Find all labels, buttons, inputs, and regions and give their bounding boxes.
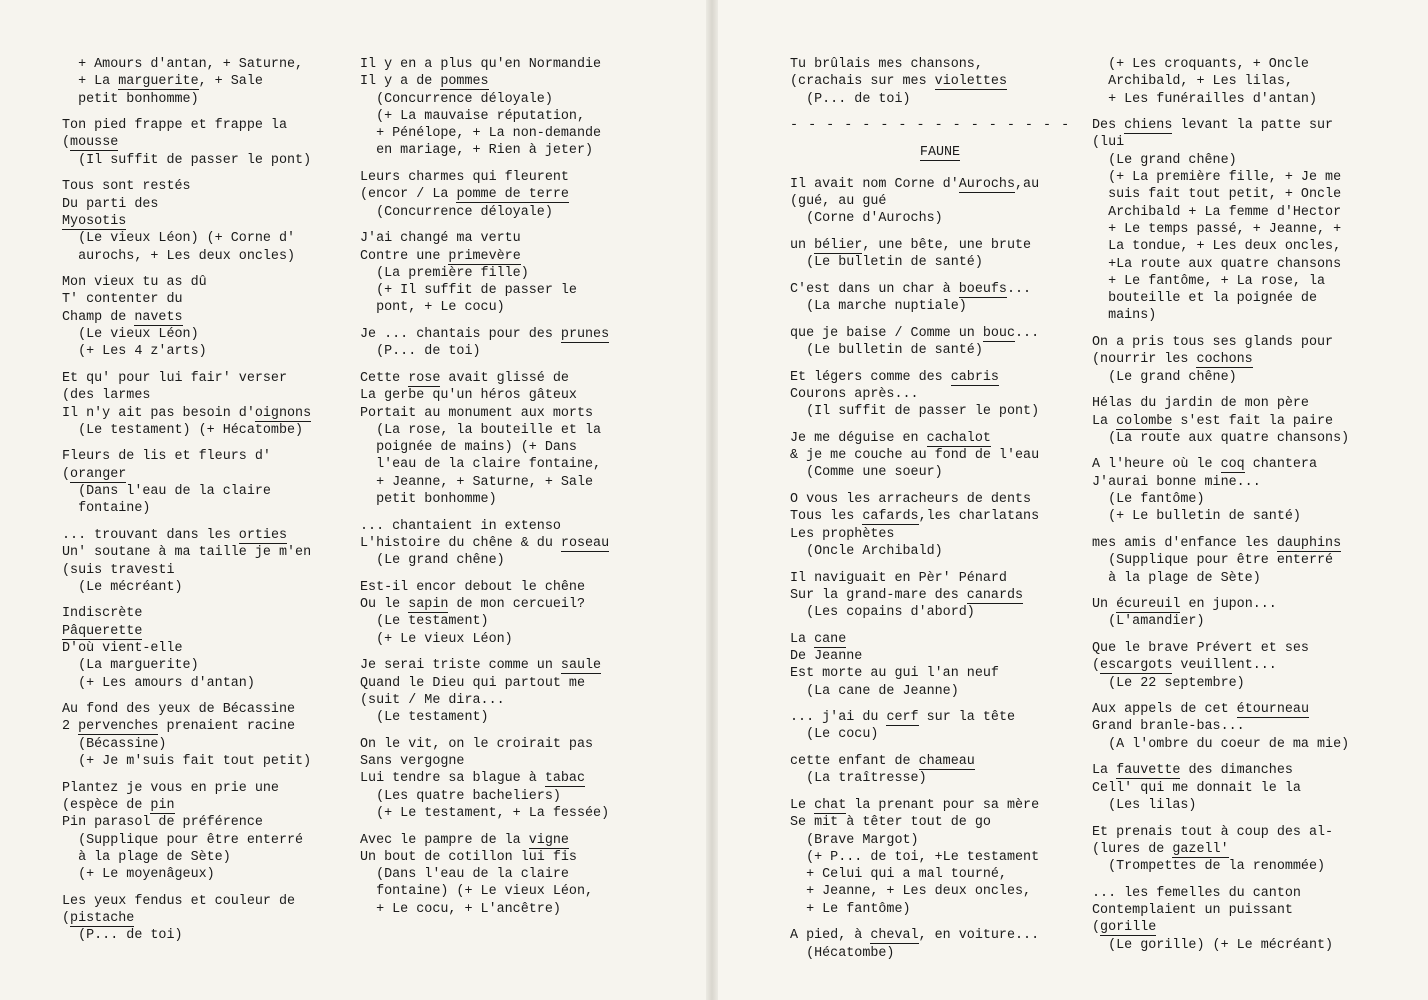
index-entry: [790, 753, 1090, 788]
index-entry: [790, 797, 1090, 918]
entry-line: Est morte au gui l'an neuf: [790, 666, 999, 682]
entry-line: Et légers comme des cabris: [790, 369, 999, 385]
index-entry: [360, 736, 660, 822]
entry-line: [62, 623, 357, 640]
entry-line: A l'heure où le coq chantera: [1092, 457, 1318, 473]
keyword-underlined: canards: [966, 587, 1024, 603]
entry-line: Archibald, + Les lilas,: [1092, 74, 1293, 90]
entry-line: (Le vieux Léon): [62, 327, 199, 343]
entry-line: (La marguerite): [62, 658, 199, 674]
entry-line: Il y a de pommes: [360, 74, 489, 90]
keyword-underlined: fauvette: [1116, 763, 1181, 779]
index-entry: [1092, 885, 1392, 954]
keyword-underlined: cane: [814, 631, 847, 647]
entry-line: petit bonhomme): [62, 91, 199, 107]
entry-line: + La marguerite, + Sale: [62, 74, 263, 90]
entry-line: + Le cocu, + L'ancêtre): [360, 901, 561, 917]
index-entry: [790, 570, 1090, 622]
entry-line: Et qu' pour lui fair' verser: [62, 370, 287, 386]
keyword-underlined: gazell': [1172, 841, 1229, 857]
entry-line: On a pris tous ses glands pour: [1092, 335, 1334, 351]
index-entry: [1092, 824, 1392, 876]
entry-line: J'aurai bonne mine...: [1092, 474, 1261, 490]
entry-line: (+ P... de toi, +Le testament: [790, 849, 1040, 865]
entry-line: (+ Les croquants, + Oncle: [1092, 57, 1309, 72]
index-entry: [1092, 395, 1392, 447]
entry-line: De Jeanne: [790, 648, 863, 664]
entry-line: O vous les arracheurs de dents: [790, 492, 1032, 508]
entry-line: (Il suffit de passer le pont): [790, 404, 1040, 420]
entry-line: Courons après...: [790, 386, 919, 402]
keyword-underlined: gorille: [1100, 920, 1157, 936]
entry-line: Hélas du jardin de mon père: [1092, 396, 1309, 412]
entry-line: (gué, au gué: [790, 194, 887, 210]
keyword-underlined: Myosotis: [62, 213, 127, 229]
entry-line: (lui: [1092, 135, 1125, 151]
keyword-underlined: cabris: [950, 369, 999, 385]
entry-line: (La cane de Jeanne): [790, 683, 959, 699]
entry-line: (Supplique pour être enterré: [1092, 553, 1334, 569]
keyword-underlined: étourneau: [1236, 702, 1309, 718]
book-gutter: [706, 0, 718, 1000]
keyword-underlined: escargots: [1100, 658, 1173, 674]
entry-line: + Pénélope, + La non-demande: [360, 126, 602, 142]
entry-line: (+ Les 4 z'arts): [62, 344, 207, 360]
entry-line: (Concurrence déloyale): [360, 91, 553, 107]
entry-line: Fleurs de lis et fleurs d': [62, 449, 271, 465]
entry-line: ... j'ai du cerf sur la tête: [790, 710, 1016, 726]
index-entry: [1092, 762, 1392, 814]
column-3-entries: [790, 176, 1090, 962]
index-entry: [62, 117, 357, 169]
entry-line: T' contenter du: [62, 292, 183, 308]
index-entry: [790, 281, 1090, 316]
entry-line: 2 pervenches prenaient racine: [62, 719, 296, 735]
entry-line: (Le grand chêne): [360, 553, 505, 569]
entry-line: pont, + Le cocu): [360, 300, 505, 316]
entry-line: La gerbe qu'un héros gâteux: [360, 388, 577, 404]
entry-line: (Le bulletin de santé): [790, 255, 983, 271]
entry-line: fontaine) (+ Le vieux Léon,: [360, 884, 594, 900]
entry-line: l'eau de la claire fontaine,: [360, 457, 602, 473]
column-3-top: [790, 56, 1090, 108]
entry-line: (Corne d'Aurochs): [790, 211, 943, 227]
entry-line: Je me déguise en cachalot: [790, 430, 991, 446]
entry-line: Mon vieux tu as dû: [62, 275, 207, 291]
index-entry: [790, 237, 1090, 272]
entry-line: Du parti des: [62, 196, 159, 212]
keyword-underlined: marguerite: [118, 74, 199, 90]
entry-line: Grand branle-bas...: [1092, 719, 1245, 735]
entry-line: fontaine): [62, 501, 151, 517]
entry-line: Champ de navets: [62, 309, 183, 325]
keyword-underlined: bouc: [982, 325, 1016, 341]
entry-line: ... trouvant dans les orties: [62, 527, 288, 543]
index-entry: [62, 701, 357, 770]
keyword-underlined: écureuil: [1116, 597, 1181, 613]
keyword-underlined: pin: [150, 797, 175, 813]
index-entry: [790, 927, 1090, 962]
index-entry: [790, 430, 1090, 482]
entry-line: & je me couche au fond de l'eau: [790, 448, 1040, 464]
keyword-underlined: cafards: [862, 509, 919, 525]
entry-line: que je baise / Comme un bouc...: [790, 325, 1040, 341]
keyword-underlined: orties: [238, 527, 288, 543]
entry-line: Les yeux fendus et couleur de: [62, 893, 296, 909]
keyword-underlined: dauphins: [1276, 535, 1342, 551]
entry-line: +La route aux quatre chansons: [1092, 256, 1342, 272]
entry-line: Il naviguait en Pèr' Pénard: [790, 570, 1007, 586]
entry-line: Un bout de cotillon lui fis: [360, 849, 577, 865]
entry-line: (Concurrence déloyale): [360, 204, 553, 220]
index-entry: [360, 370, 660, 508]
entry-line: Que le brave Prévert et ses: [1092, 640, 1309, 656]
keyword-underlined: cerf: [886, 710, 919, 726]
entry-line: mains): [1092, 308, 1157, 324]
keyword-underlined: prunes: [560, 327, 610, 343]
entry-line: Avec le pampre de la vigne: [360, 832, 569, 848]
keyword-underlined: rose: [408, 370, 441, 386]
entry-line: Il n'y ait pas besoin d'oignons: [62, 405, 312, 421]
entry-line: A pied, à cheval, en voiture...: [790, 928, 1040, 944]
keyword-underlined: pistache: [70, 911, 135, 927]
entry-line: + Jeanne, + Les deux oncles,: [790, 884, 1032, 900]
entry-line: bouteille et la poignée de: [1092, 291, 1317, 307]
entry-line: La colombe s'est fait la paire: [1092, 413, 1334, 429]
entry-line: petit bonhomme): [360, 492, 497, 508]
keyword-underlined: chiens: [1124, 118, 1173, 134]
entry-line: Au fond des yeux de Bécassine: [62, 702, 296, 718]
entry-line: Tous sont restés: [62, 179, 191, 195]
entry-line: (Le gorille) (+ Le mécréant): [1092, 937, 1334, 953]
column-1: [62, 56, 357, 954]
entry-line: (Le bulletin de santé): [790, 343, 983, 359]
index-entry: [360, 832, 660, 918]
entry-line: Ton pied frappe et frappe la: [62, 118, 287, 134]
keyword-underlined: sapin: [408, 597, 449, 613]
entry-line: (Dans l'eau de la claire: [360, 867, 569, 883]
keyword-underlined: Aurochs: [958, 176, 1015, 192]
entry-line: (lures de gazell': [1092, 841, 1229, 857]
entry-line: (espèce de pin: [62, 797, 175, 813]
index-entry: [62, 370, 357, 439]
entry-line: (A l'ombre du coeur de ma mie): [1092, 736, 1350, 752]
keyword-underlined: navets: [134, 309, 183, 325]
index-entry: [1092, 56, 1392, 108]
entry-line: (Les copains d'abord): [790, 605, 975, 621]
entry-line: On le vit, on le croirait pas: [360, 736, 594, 752]
entry-line: (Le testament) (+ Hécatombe): [62, 422, 304, 438]
entry-line: Il avait nom Corne d'Aurochs,au: [790, 176, 1040, 192]
index-entry: [62, 527, 357, 596]
entry-line: Leurs charmes qui fleurent: [360, 170, 569, 186]
entry-line: Des chiens levant la patte sur: [1092, 118, 1334, 134]
entry-line: (+ Le bulletin de santé): [1092, 509, 1301, 525]
index-entry: [360, 518, 660, 570]
entry-line: La tondue, + Les deux oncles,: [1092, 239, 1342, 255]
index-entry: [1092, 334, 1392, 386]
entry-line: (Les quatre bacheliers): [360, 788, 561, 804]
entry-line: Il y en a plus qu'en Normandie: [360, 57, 602, 72]
entry-line: + Le fantôme): [790, 901, 911, 917]
entry-line: (gorille: [1092, 920, 1157, 936]
index-entry: [360, 230, 660, 316]
entry-line: ... chantaient in extenso: [360, 518, 561, 534]
index-entry: [1092, 535, 1392, 587]
keyword-underlined: tabac: [544, 771, 586, 787]
entry-line: + Le temps passé, + Jeanne, +: [1092, 221, 1342, 237]
index-entry: [62, 178, 357, 264]
entry-line: (Brave Margot): [790, 832, 919, 848]
keyword-underlined: boeufs: [958, 281, 1007, 297]
keyword-underlined: roseau: [560, 535, 610, 551]
entry-line: Tu brûlais mes chansons,: [790, 57, 983, 72]
column-3: [790, 56, 1090, 971]
entry-line: (Dans l'eau de la claire: [62, 484, 271, 500]
entry-line: (suit / Me dira...: [360, 692, 505, 708]
entry-line: suis fait tout petit, + Oncle: [1092, 187, 1342, 203]
entry-line: (escargots veuillent...: [1092, 658, 1277, 674]
index-entry: [1092, 701, 1392, 753]
index-entry: [790, 631, 1090, 700]
keyword-underlined: vigne: [528, 832, 569, 848]
entry-line: en mariage, + Rien à jeter): [360, 143, 594, 159]
entry-line: (Le testament): [360, 614, 489, 630]
entry-line: (P... de toi): [790, 91, 911, 107]
entry-line: un bélier, une bête, une brute: [790, 237, 1032, 253]
entry-line: (pistache: [62, 911, 135, 927]
entry-line: (La rose, la bouteille et la: [360, 422, 602, 438]
entry-line: Indiscrète: [62, 606, 143, 622]
entry-line: mes amis d'enfance les dauphins: [1092, 535, 1342, 551]
entry-line: (La traîtresse): [790, 771, 927, 787]
entry-line: (Le 22 septembre): [1092, 675, 1245, 691]
index-entry: [790, 369, 1090, 421]
entry-line: (Les lilas): [1092, 797, 1197, 813]
entry-line: J'ai changé ma vertu: [360, 231, 521, 247]
entry-line: (+ Il suffit de passer le: [360, 283, 577, 299]
entry-line: Ou le sapin de mon cercueil?: [360, 597, 586, 613]
entry-line: (suis travesti: [62, 562, 175, 578]
entry-line: (Le fantôme): [1092, 492, 1205, 508]
keyword-underlined: coq: [1220, 457, 1245, 473]
column-2: [360, 56, 660, 927]
entry-line: (Bécassine): [62, 736, 167, 752]
entry-line: à la plage de Sète): [1092, 570, 1261, 586]
entry-line: (Le grand chêne): [1092, 369, 1237, 385]
keyword-underlined: oignons: [254, 405, 312, 421]
entry-line: (Hécatombe): [790, 945, 895, 961]
keyword-underlined: oranger: [70, 466, 127, 482]
entry-line: + Le fantôme, + La rose, la: [1092, 273, 1326, 289]
entry-line: C'est dans un char à boeufs...: [790, 281, 1032, 297]
keyword-underlined: primevère: [448, 248, 521, 264]
entry-line: (La première fille): [360, 265, 529, 281]
entry-line: (Le grand chêne): [1092, 152, 1237, 168]
index-entry: [1092, 117, 1392, 325]
entry-line: Contre une primevère: [360, 248, 521, 264]
entry-line: (P... de toi): [360, 344, 481, 360]
index-entry: [62, 605, 357, 691]
section-title-faune: FAUNE: [919, 145, 961, 161]
index-entry: [790, 56, 1090, 108]
entry-line: poignée de mains) (+ Dans: [360, 440, 577, 456]
entry-line: Quand le Dieu qui partout me: [360, 675, 585, 691]
entry-line: (+ Les amours d'antan): [62, 675, 255, 691]
keyword-underlined: pomme de terre: [456, 187, 569, 203]
entry-line: (Le cocu): [790, 727, 879, 743]
entry-line: (nourrir les cochons: [1092, 352, 1253, 368]
entry-line: (L'amandier): [1092, 614, 1205, 630]
entry-line: (Le vieux Léon) (+ Corne d': [62, 231, 296, 247]
entry-line: + Jeanne, + Saturne, + Sale: [360, 474, 594, 490]
entry-line: (+ Le moyenâgeux): [62, 867, 215, 883]
index-entry: [790, 176, 1090, 228]
entry-line: [62, 213, 357, 230]
entry-line: Est-il encor debout le chêne: [360, 579, 585, 595]
index-entry: [62, 893, 357, 945]
entry-line: Lui tendre sa blague à tabac: [360, 771, 586, 787]
entry-line: (+ La première fille, + Je me: [1092, 170, 1342, 186]
entry-line: Un écureuil en jupon...: [1092, 597, 1277, 613]
entry-line: (La marche nuptiale): [790, 299, 967, 315]
entry-line: Se mit à têter tout de go: [790, 815, 991, 831]
entry-line: La cane: [790, 631, 847, 647]
entry-line: Cell' qui me donnait le la: [1092, 780, 1301, 796]
keyword-underlined: pervenches: [78, 719, 159, 735]
entry-line: (+ Le vieux Léon): [360, 631, 513, 647]
keyword-underlined: cochons: [1196, 352, 1253, 368]
entry-line: Cette rose avait glissé de: [360, 370, 569, 386]
entry-line: (oranger: [62, 466, 127, 482]
entry-line: L'histoire du chêne & du roseau: [360, 535, 610, 551]
entry-line: (crachais sur mes violettes: [790, 74, 1007, 90]
index-entry: [360, 169, 660, 221]
keyword-underlined: colombe: [1116, 413, 1173, 429]
entry-line: Plantez je vous en prie une: [62, 780, 279, 796]
entry-line: Pin parasol de préférence: [62, 815, 263, 831]
keyword-underlined: pommes: [440, 74, 489, 90]
entry-line: (des larmes: [62, 388, 151, 404]
index-entry: [1092, 596, 1392, 631]
entry-line: (P... de toi): [62, 928, 183, 944]
entry-line: Un' soutane à ma taille je m'en: [62, 545, 312, 561]
entry-line: cette enfant de chameau: [790, 754, 975, 770]
entry-line: Les prophètes: [790, 526, 895, 542]
index-entry: [360, 326, 660, 361]
entry-line: (+ Je m'suis fait tout petit): [62, 754, 312, 770]
entry-line: Tous les cafards,les charlatans: [790, 509, 1040, 525]
entry-line: + Les funérailles d'antan): [1092, 91, 1317, 107]
column-4: [1092, 56, 1392, 963]
index-entry: [360, 579, 660, 648]
entry-line: ... les femelles du canton: [1092, 885, 1301, 901]
keyword-underlined: saule: [560, 658, 602, 674]
entry-line: Portait au monument aux morts: [360, 405, 594, 421]
entry-line: (encor / La pomme de terre: [360, 187, 569, 203]
entry-line: à la plage de Sète): [62, 849, 231, 865]
entry-line: (Oncle Archibald): [790, 543, 943, 559]
index-entry: [62, 448, 357, 517]
index-entry: [1092, 640, 1392, 692]
entry-line: La fauvette des dimanches: [1092, 763, 1293, 779]
entry-line: + Amours d'antan, + Saturne,: [62, 57, 304, 72]
entry-line: (Trompettes de la renommée): [1092, 859, 1326, 875]
index-entry: [62, 780, 357, 884]
entry-line: Je serai triste comme un saule: [360, 658, 602, 674]
entry-line: Archibald + La femme d'Hector: [1092, 204, 1342, 220]
entry-line: aurochs, + Les deux oncles): [62, 248, 296, 264]
entry-line: (+ La mauvaise réputation,: [360, 108, 585, 124]
entry-line: (Comme une soeur): [790, 465, 943, 481]
keyword-underlined: bélier: [814, 237, 863, 253]
entry-line: Aux appels de cet étourneau: [1092, 702, 1309, 718]
keyword-underlined: cheval: [870, 928, 919, 944]
section-heading: [790, 144, 1090, 161]
keyword-underlined: chat: [814, 797, 847, 813]
index-entry: [360, 56, 660, 160]
entry-line: (Le mécréant): [62, 579, 183, 595]
entry-line: (La route aux quatre chansons): [1092, 430, 1350, 446]
keyword-underlined: violettes: [934, 74, 1007, 90]
index-entry: [62, 274, 357, 360]
index-entry: [360, 657, 660, 726]
entry-line: Et prenais tout à coup des al-: [1092, 824, 1334, 840]
entry-line: (Le testament): [360, 710, 489, 726]
entry-line: D'où vient-elle: [62, 640, 183, 656]
keyword-underlined: chameau: [918, 754, 975, 770]
entry-line: Contemplaient un puissant: [1092, 903, 1293, 919]
index-entry: [1092, 456, 1392, 525]
index-entry: [790, 709, 1090, 744]
section-separator: - - - - - - - - - - - - - - - -: [790, 118, 1071, 134]
index-entry: [790, 325, 1090, 360]
keyword-underlined: Pâquerette: [62, 623, 143, 639]
entry-line: (+ Le testament, + La fessée): [360, 805, 610, 821]
entry-line: + Celui qui a mal tourné,: [790, 867, 1007, 883]
keyword-underlined: cachalot: [926, 430, 991, 446]
entry-line: Je ... chantais pour des prunes: [360, 327, 610, 343]
index-entry: [62, 56, 357, 108]
entry-line: Sur la grand-mare des canards: [790, 587, 1024, 603]
index-entry: [790, 491, 1090, 560]
entry-line: (mousse: [62, 135, 119, 151]
entry-line: (Il suffit de passer le pont): [62, 152, 312, 168]
entry-line: Sans vergogne: [360, 754, 465, 770]
entry-line: Le chat la prenant pour sa mère: [790, 797, 1040, 813]
keyword-underlined: mousse: [70, 135, 119, 151]
entry-line: (Supplique pour être enterré: [62, 832, 304, 848]
